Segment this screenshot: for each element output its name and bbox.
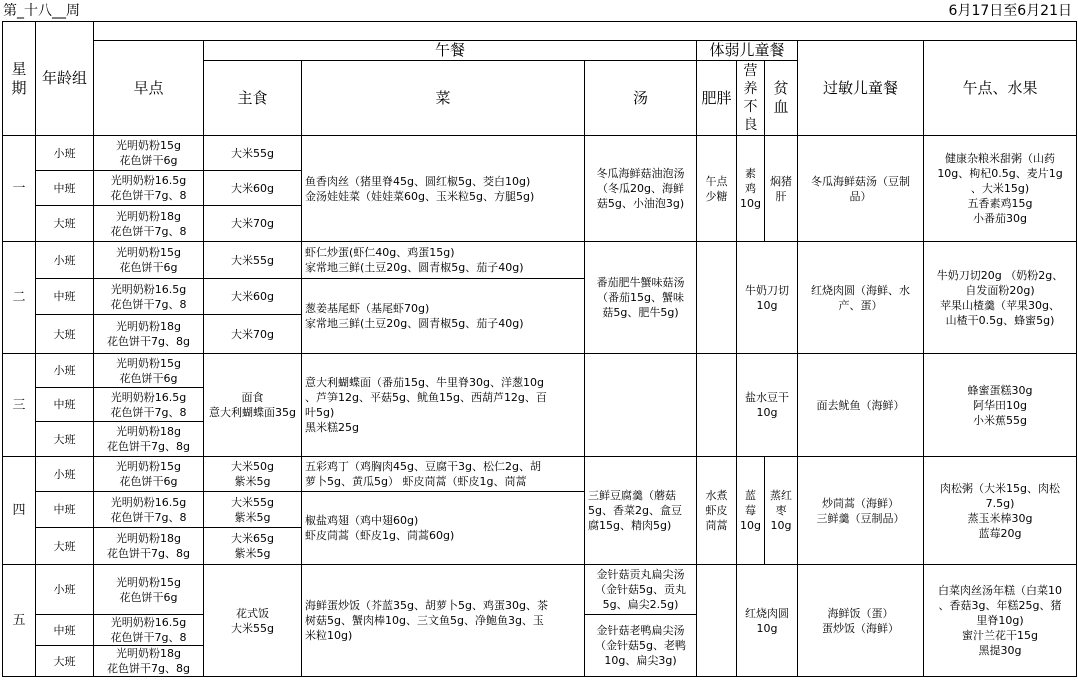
col-anemia: 贫 血: [765, 61, 798, 136]
snack-cell: 白菜肉丝汤年糕（白菜10 、香菇3g、年糕25g、猪 里脊10g) 蜜汁兰花干15g 黑提30g: [924, 565, 1077, 677]
dish-cell: 海鲜蛋炒饭（芥蓝35g、胡萝卜5g、鸡蛋30g、茶 树菇5g、蟹肉棒10g、三文鱼5g、净鲍鱼3g、玉 米粒10g): [302, 565, 585, 677]
breakfast-cell: 光明奶粉18g 花色饼干7g、8g: [94, 315, 204, 354]
age-group-cell: 大班: [36, 315, 94, 354]
dish-cell: 五彩鸡丁（鸡胸肉45g、豆腐干3g、松仁2g、胡 萝卜5g、黄瓜5g） 虾皮茼蒿（虾皮1g、茼蒿: [302, 457, 585, 492]
breakfast-cell: 光明奶粉18g 花色饼干7g、8: [94, 206, 204, 242]
age-group-cell: 中班: [36, 279, 94, 315]
day-wednesday: 三: [3, 354, 36, 457]
age-group-cell: 小班: [36, 136, 94, 171]
age-group-cell: 大班: [36, 422, 94, 457]
staple-cell: 大米55g 紫米5g: [204, 492, 302, 528]
snack-cell: 肉松粥（大米15g、肉松 7.5g) 蒸玉米棒30g 蓝莓20g: [924, 457, 1077, 565]
obese-cell: [697, 354, 737, 457]
col-weak-children-meal: 体弱儿童餐: [697, 41, 798, 61]
breakfast-cell: 光明奶粉16.5g 花色饼干7g、8: [94, 388, 204, 422]
staple-cell: 大米60g: [204, 171, 302, 206]
col-obese: 肥胖: [697, 61, 737, 136]
staple-cell: 大米65g 紫米5g: [204, 528, 302, 565]
age-group-cell: 中班: [36, 615, 94, 646]
weak-meal-cell: 牛奶刀切 10g: [737, 242, 798, 354]
age-group-cell: 大班: [36, 646, 94, 677]
obese-cell: [697, 242, 737, 354]
breakfast-cell: 光明奶粉15g 花色饼干6g: [94, 242, 204, 279]
col-soup: 汤: [585, 61, 697, 136]
anemia-cell: 蒸红 枣 10g: [765, 457, 798, 565]
soup-cell: 金针菇老鸭扁尖汤 （金针菇5g、老鸭 10g、扁尖3g): [585, 615, 697, 677]
staple-cell: 花式饭 大米55g: [204, 565, 302, 677]
col-allergy-meal: 过敏儿童餐: [798, 41, 924, 136]
breakfast-cell: 光明奶粉16.5g 花色饼干7g、8: [94, 492, 204, 528]
malnutrition-cell: 蓝 莓 10g: [737, 457, 765, 565]
age-group-cell: 大班: [36, 206, 94, 242]
col-lunch: 午餐: [204, 41, 697, 61]
day-monday: 一: [3, 136, 36, 242]
dish-cell: 葱姜基尾虾（基尾虾70g) 家常地三鲜(土豆20g、圆青椒5g、茄子40g): [302, 279, 585, 354]
breakfast-cell: 光明奶粉18g 花色饼干7g、8g: [94, 528, 204, 565]
snack-cell: 蜂蜜蛋糕30g 阿华田10g 小米蕉55g: [924, 354, 1077, 457]
age-group-cell: 小班: [36, 565, 94, 615]
breakfast-cell: 光明奶粉15g 花色饼干6g: [94, 136, 204, 171]
col-malnutrition: 营 养 不 良: [737, 61, 765, 136]
age-group-cell: 中班: [36, 492, 94, 528]
staple-cell: 大米55g: [204, 242, 302, 279]
breakfast-cell: 光明奶粉18g 花色饼干7g、8g: [94, 422, 204, 457]
staple-cell: 面食 意大利蝴蝶面35g: [204, 354, 302, 457]
allergy-cell: 炒茼蒿（海鲜） 三鲜羹（豆制品）: [798, 457, 924, 565]
dish-cell: 意大利蝴蝶面（番茄15g、牛里脊30g、洋葱10g 、芦笋12g、平菇5g、鱿鱼15g、西葫芦12g、百 叶5g) 黑米糕25g: [302, 354, 585, 457]
breakfast-cell: 光明奶粉15g 花色饼干6g: [94, 565, 204, 615]
obese-cell: [697, 565, 737, 677]
col-afternoon-snack: 午点、水果: [924, 41, 1077, 136]
breakfast-cell: 光明奶粉16.5g 花色饼干7g、8: [94, 615, 204, 646]
day-tuesday: 二: [3, 242, 36, 354]
anemia-cell: 焖猪 肝: [765, 136, 798, 242]
obese-cell: 水煮 虾皮 茼蒿: [697, 457, 737, 565]
staple-cell: 大米60g: [204, 279, 302, 315]
soup-cell: 番茄肥牛蟹味菇汤 （番茄15g、蟹味 菇5g、肥牛5g): [585, 242, 697, 354]
staple-cell: 大米50g 紫米5g: [204, 457, 302, 492]
dish-cell: 鱼香肉丝（猪里脊45g、圆红椒5g、茭白10g) 金汤娃娃菜（娃娃菜60g、玉米粒5g、方腿5g): [302, 136, 585, 242]
header-blank: [94, 22, 1077, 41]
dish-cell: 椒盐鸡翅（鸡中翅60g) 虾皮茼蒿（虾皮1g、茼蒿60g): [302, 492, 585, 565]
staple-cell: 大米55g: [204, 136, 302, 171]
dish-cell: 虾仁炒蛋(虾仁40g、鸡蛋15g) 家常地三鲜(土豆20g、圆青椒5g、茄子40g): [302, 242, 585, 279]
breakfast-cell: 光明奶粉16.5g 花色饼干7g、8: [94, 279, 204, 315]
age-group-cell: 中班: [36, 171, 94, 206]
malnutrition-cell: 素 鸡 10g: [737, 136, 765, 242]
breakfast-cell: 光明奶粉15g 花色饼干6g: [94, 457, 204, 492]
allergy-cell: 面去鱿鱼（海鲜）: [798, 354, 924, 457]
age-group-cell: 大班: [36, 528, 94, 565]
soup-cell: 冬瓜海鲜菇油泡汤 （冬瓜20g、海鲜 菇5g、小油泡3g): [585, 136, 697, 242]
soup-cell: 金针菇贡丸扁尖汤 （金针菇5g、贡丸 5g、扁尖2.5g): [585, 565, 697, 615]
date-range: 6月17日至6月21日: [948, 3, 1072, 19]
age-group-cell: 小班: [36, 457, 94, 492]
breakfast-cell: 光明奶粉16.5g 花色饼干7g、8: [94, 171, 204, 206]
snack-cell: 牛奶刀切20g （奶粉2g、 自发面粉20g) 苹果山楂羹（苹果30g、 山楂干0.5g、蜂蜜5g): [924, 242, 1077, 354]
age-group-cell: 中班: [36, 388, 94, 422]
soup-cell: [585, 354, 697, 457]
obese-cell: 午点 少糖: [697, 136, 737, 242]
staple-cell: 大米70g: [204, 206, 302, 242]
col-dish: 菜: [302, 61, 585, 136]
staple-cell: 大米70g: [204, 315, 302, 354]
weak-meal-cell: 红烧肉圆 10g: [737, 565, 798, 677]
day-thursday: 四: [3, 457, 36, 565]
breakfast-cell: 光明奶粉15g 花色饼干6g: [94, 354, 204, 388]
col-breakfast: 早点: [94, 41, 204, 136]
menu-table: [2, 21, 1077, 677]
week-label: 第_十八__周: [3, 3, 80, 19]
allergy-cell: 海鲜饭（蛋） 蛋炒饭（海鲜）: [798, 565, 924, 677]
col-staple: 主食: [204, 61, 302, 136]
col-age-group: 年龄组: [36, 22, 94, 136]
age-group-cell: 小班: [36, 242, 94, 279]
age-group-cell: 小班: [36, 354, 94, 388]
day-friday: 五: [3, 565, 36, 677]
snack-cell: 健康杂粮米甜粥（山药 10g、枸杞0.5g、麦片1g 、大米15g) 五香素鸡15g 小番茄30g: [924, 136, 1077, 242]
allergy-cell: 红烧肉圆（海鲜、水 产、蛋）: [798, 242, 924, 354]
breakfast-cell: 光明奶粉18g 花色饼干7g、8g: [94, 646, 204, 677]
soup-cell: 三鲜豆腐羹（蘑菇 5g、香菜2g、盒豆 腐15g、精肉5g): [585, 457, 697, 565]
col-weekday: 星 期: [3, 22, 36, 136]
weak-meal-cell: 盐水豆干 10g: [737, 354, 798, 457]
allergy-cell: 冬瓜海鲜菇汤（豆制 品）: [798, 136, 924, 242]
